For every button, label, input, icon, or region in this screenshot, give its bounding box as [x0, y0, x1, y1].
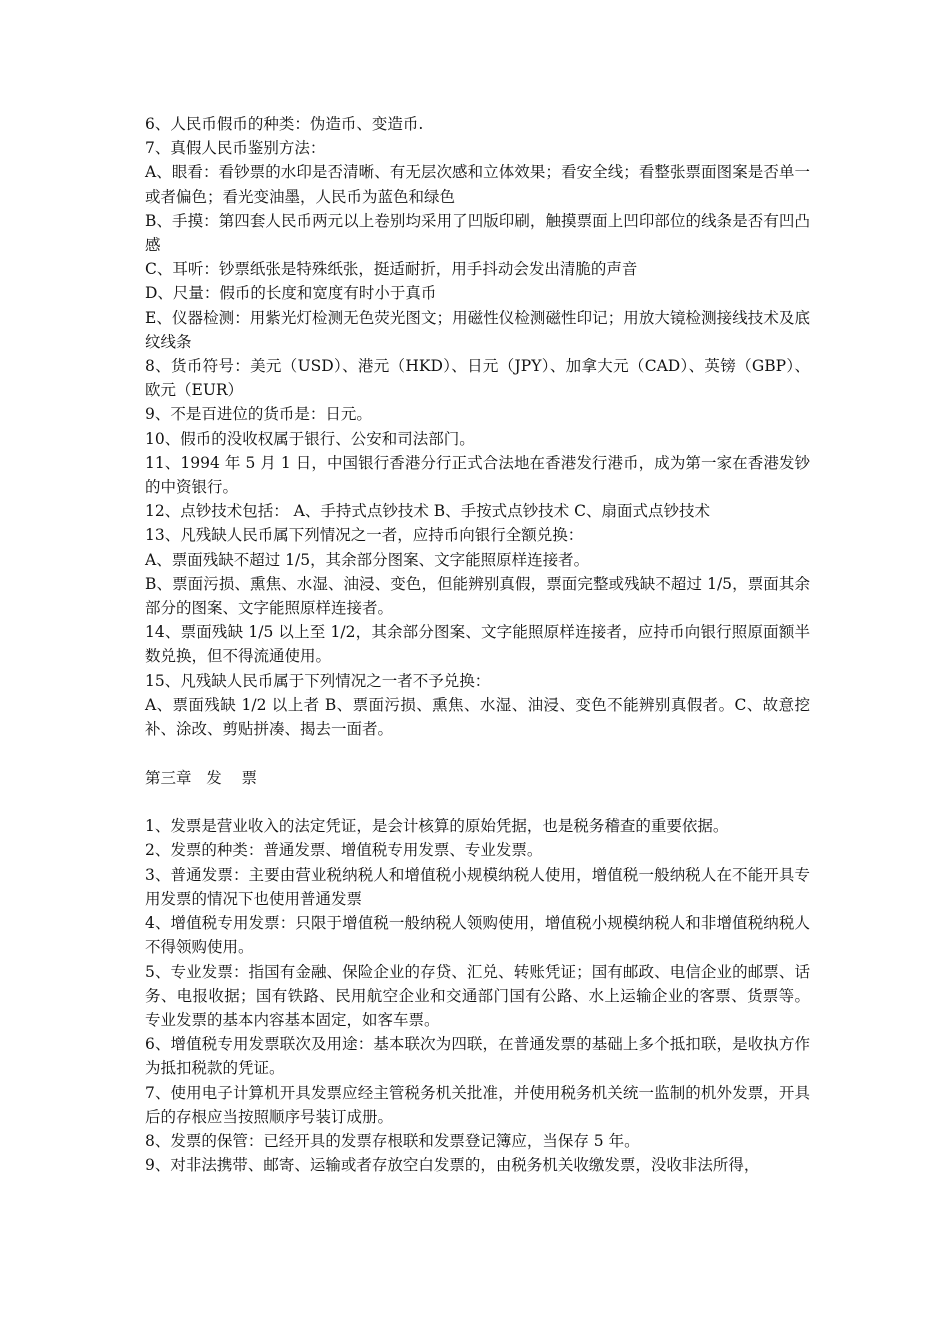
paragraph: A、眼看：看钞票的水印是否清晰、有无层次感和立体效果；看安全线；看整张票面图案是否单一或者偏色；看光变油墨，人民币为蓝色和绿色: [145, 163, 810, 206]
paragraph: 6、增值税专用发票联次及用途：基本联次为四联，在普通发票的基础上多个抵扣联，是收执方作为抵扣税款的凭证。: [145, 1035, 810, 1078]
paragraph: A、票面残缺不超过 1/5，其余部分图案、文字能照原样连接者。: [145, 550, 590, 569]
paragraph: 10、假币的没收权属于银行、公安和司法部门。: [145, 429, 475, 448]
paragraph: 6、人民币假币的种类：伪造币、变造币.: [145, 115, 424, 133]
paragraph: 5、专业发票：指国有金融、保险企业的存贷、汇兑、转账凭证；国有邮政、电信企业的邮票、话务、电报收据；国有铁路、民用航空企业和交通部门国有公路、水上运输企业的客票、货票等。专业发票的基本内容基本固定，如客车票。: [145, 962, 810, 1029]
paragraph: 1、发票是营业收入的法定凭证，是会计核算的原始凭据，也是税务稽查的重要依据。: [145, 817, 729, 836]
paragraph: 7、真假人民币鉴别方法：: [145, 139, 326, 158]
chapter-heading: 第三章 发 票: [145, 769, 257, 788]
paragraph: 14、票面残缺 1/5 以上至 1/2，其余部分图案、文字能照原样连接者，应持币向银行照原面额半数兑换，但不得流通使用。: [145, 623, 810, 666]
paragraph: C、耳听：钞票纸张是特殊纸张，挺适耐折，用手抖动会发出清脆的声音: [145, 260, 638, 279]
paragraph: 2、发票的种类：普通发票、增值税专用发票、专业发票。: [145, 841, 543, 860]
paragraph: 12、点钞技术包括： A、手持式点钞技术 B、手按式点钞技术 C、扇面式点钞技术: [145, 502, 710, 521]
paragraph: D、尺量：假币的长度和宽度有时小于真币: [145, 284, 437, 303]
paragraph: A、票面残缺 1/2 以上者 B、票面污损、熏焦、水湿、油浸、变色不能辨别真假者。C、故意挖补、涂改、剪贴拼凑、揭去一面者。: [145, 695, 810, 739]
paragraph: 3、普通发票：主要由营业税纳税人和增值税小规模纳税人使用，增值税一般纳税人在不能开具专用发票的情况下也使用普通发票: [145, 865, 810, 908]
paragraph: 13、凡残缺人民币属下列情况之一者，应持币向银行全额兑换：: [145, 526, 584, 545]
paragraph: 7、使用电子计算机开具发票应经主管税务机关批准，并使用税务机关统一监制的机外发票，开具后的存根应当按照顺序号装订成册。: [145, 1083, 810, 1126]
section-invoices: [145, 814, 810, 1177]
paragraph: 15、凡残缺人民币属于下列情况之一者不予兑换：: [145, 671, 491, 690]
paragraph: E、仪器检测：用紫光灯检测无色荧光图文；用磁性仪检测磁性印记；用放大镜检测接线技术及底纹线条: [145, 308, 810, 351]
paragraph: B、票面污损、熏焦、水湿、油浸、变色，但能辨别真假，票面完整或残缺不超过 1/5，票面其余部分的图案、文字能照原样连接者。: [145, 574, 810, 618]
paragraph: 4、增值税专用发票：只限于增值税一般纳税人领购使用，增值税小规模纳税人和非增值税纳税人不得领购使用。: [145, 914, 810, 957]
paragraph: 11、1994 年 5 月 1 日，中国银行香港分行正式合法地在香港发行港币，成为第一家在香港发钞的中资银行。: [145, 453, 810, 497]
paragraph: 8、货币符号：美元（USD）、港元（HKD）、日元（JPY）、加拿大元（CAD）、英镑（GBP）、欧元（EUR）: [145, 357, 810, 400]
paragraph: 8、发票的保管：已经开具的发票存根联和发票登记簿应，当保存 5 年。: [145, 1131, 640, 1150]
paragraph: 9、不是百进位的货币是：日元。: [145, 405, 372, 424]
paragraph: 9、对非法携带、邮寄、运输或者存放空白发票的，由税务机关收缴发票，没收非法所得，: [145, 1156, 760, 1175]
section-counterfeit-currency: [145, 112, 810, 741]
paragraph: B、手摸：第四套人民币两元以上卷别均采用了凹版印刷，触摸票面上凹印部位的线条是否有凹凸感: [145, 211, 810, 255]
